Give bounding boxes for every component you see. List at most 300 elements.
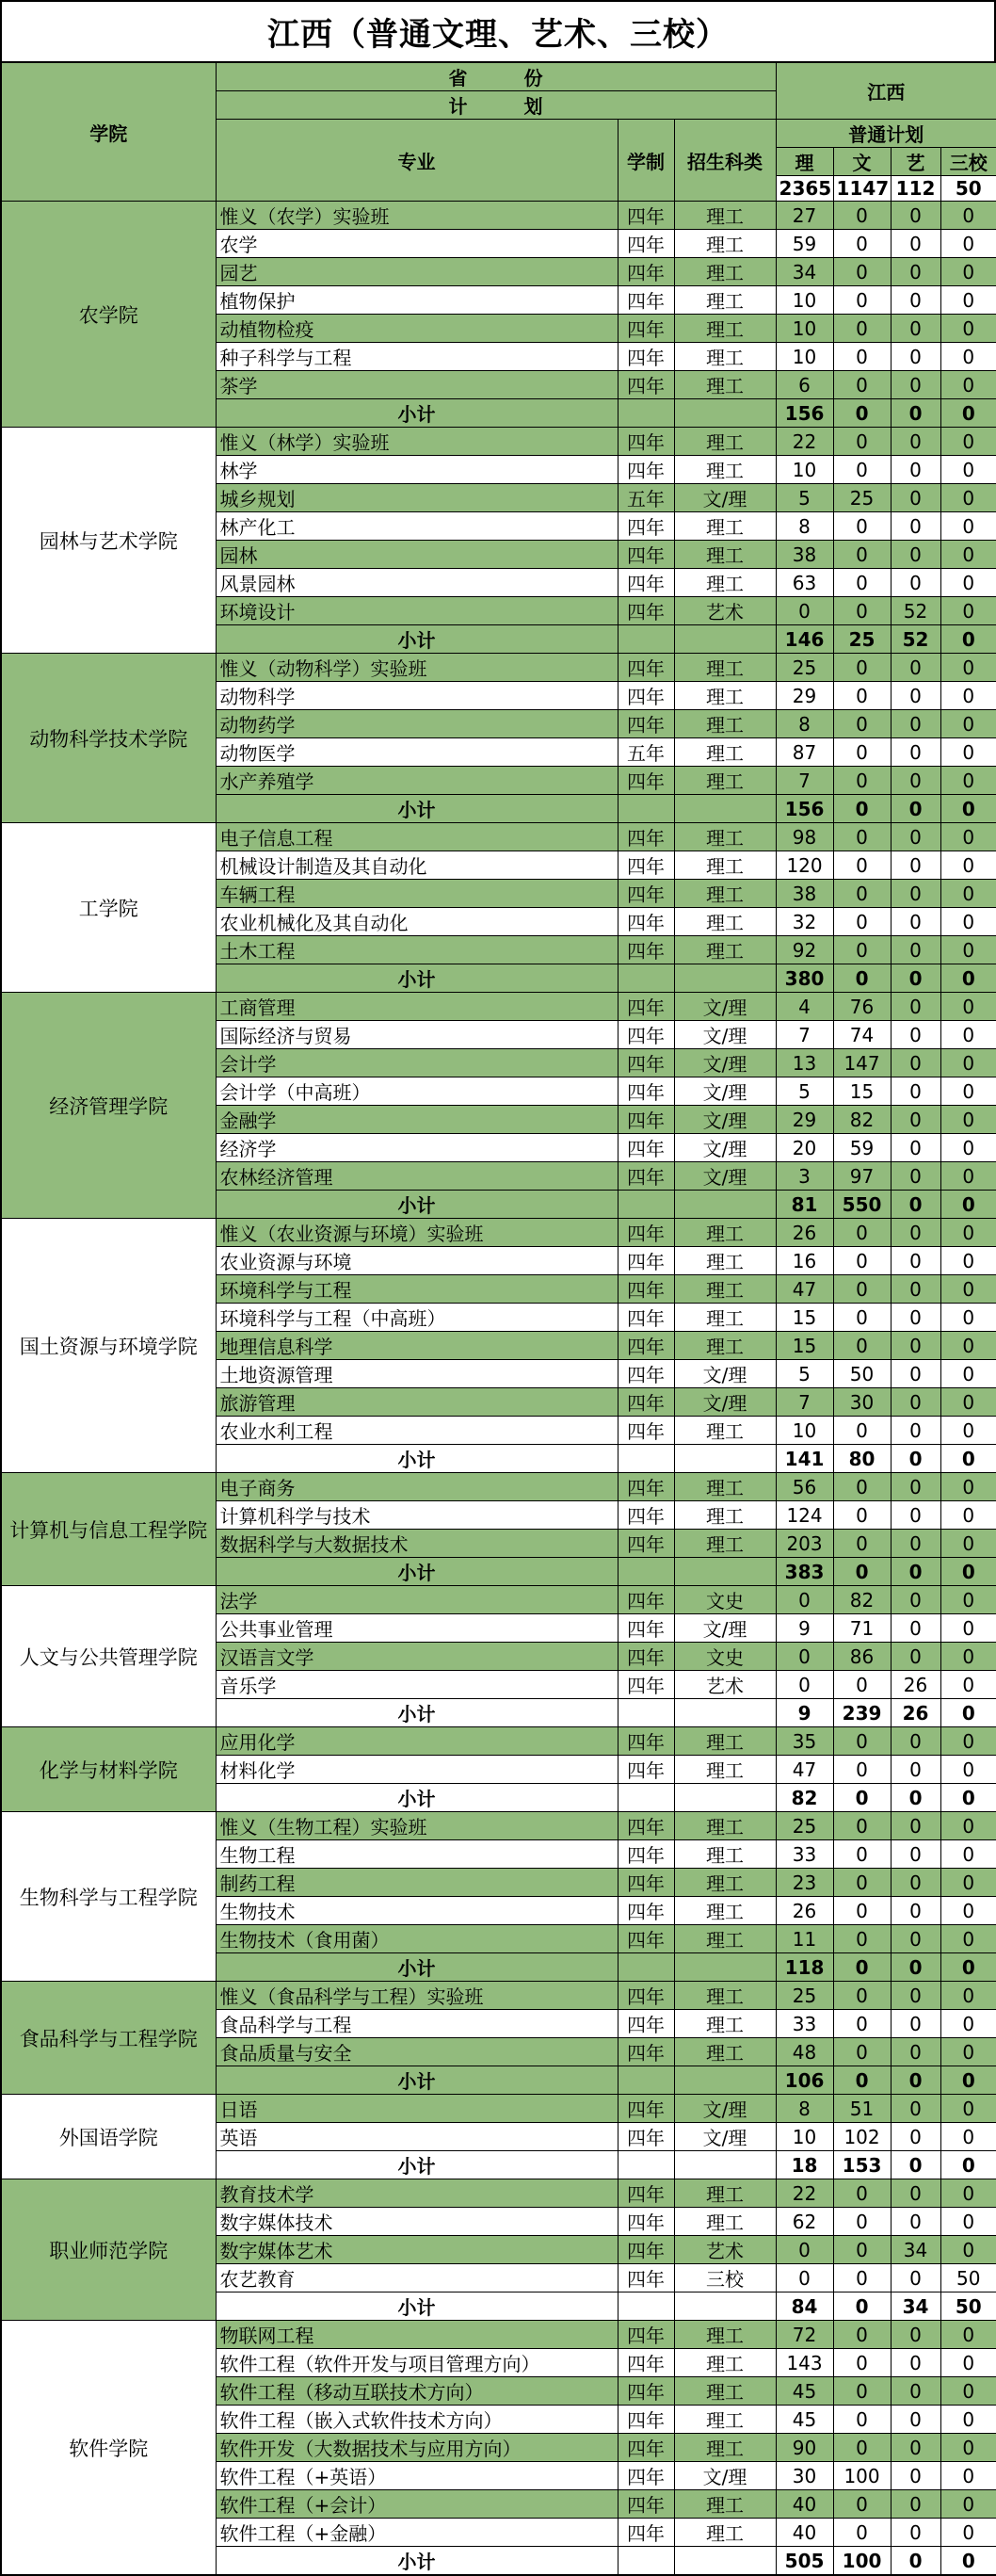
major-name: 会计学: [216, 1049, 618, 1077]
plan-value: 0: [833, 1304, 891, 1332]
sheet-title: 江西（普通文理、艺术、三校）: [0, 0, 996, 61]
subtotal-duration: [618, 2292, 674, 2321]
major-name: 食品质量与安全: [216, 2038, 618, 2066]
plan-value: 143: [776, 2349, 833, 2377]
duration: 四年: [618, 1247, 674, 1275]
plan-value: 0: [833, 1812, 891, 1840]
header-major: 专业: [216, 120, 618, 202]
plan-value: 0: [833, 2519, 891, 2547]
plan-value: 25: [776, 1812, 833, 1840]
plan-value: 40: [776, 2490, 833, 2519]
major-name: 工商管理: [216, 993, 618, 1021]
plan-value: 0: [940, 1360, 996, 1388]
subtotal-value: 0: [891, 2547, 940, 2576]
duration: 四年: [618, 1275, 674, 1304]
subtotal-value: 146: [776, 625, 833, 654]
category: 文/理: [674, 1614, 776, 1643]
table-row: [1, 654, 996, 682]
plan-value: 0: [833, 1897, 891, 1925]
duration: 四年: [618, 569, 674, 597]
plan-value: 0: [891, 1840, 940, 1869]
plan-value: 0: [940, 2434, 996, 2462]
plan-value: 86: [833, 1643, 891, 1671]
plan-value: 7: [776, 1388, 833, 1417]
subtotal-duration: [618, 795, 674, 823]
duration: 四年: [618, 512, 674, 541]
major-name: 公共事业管理: [216, 1614, 618, 1643]
subtotal-value: 239: [833, 1699, 891, 1727]
duration: 四年: [618, 1530, 674, 1558]
plan-value: 0: [833, 202, 891, 230]
plan-value: 5: [776, 1360, 833, 1388]
plan-value: 147: [833, 1049, 891, 1077]
table-row: [1, 2321, 996, 2349]
plan-value: 0: [940, 2208, 996, 2236]
category: 理工: [674, 315, 776, 343]
plan-value: 0: [833, 880, 891, 908]
subtotal-duration: [618, 1699, 674, 1727]
category: 理工: [674, 823, 776, 851]
header-plan-label: 计 划: [216, 91, 776, 120]
duration: 四年: [618, 343, 674, 371]
plan-value: 0: [891, 1388, 940, 1417]
header-total-wen: 1147: [833, 176, 891, 202]
duration: 四年: [618, 1897, 674, 1925]
plan-value: 0: [940, 936, 996, 964]
plan-value: 10: [776, 286, 833, 315]
subtotal-value: 0: [833, 1784, 891, 1812]
category: 理工: [674, 2179, 776, 2208]
plan-value: 0: [940, 2095, 996, 2123]
plan-value: 0: [940, 1812, 996, 1840]
plan-value: 82: [833, 1106, 891, 1134]
plan-value: 0: [891, 1925, 940, 1953]
subtotal-value: 34: [891, 2292, 940, 2321]
plan-value: 0: [940, 823, 996, 851]
plan-value: 0: [833, 738, 891, 767]
major-name: 水产养殖学: [216, 767, 618, 795]
plan-value: 0: [833, 258, 891, 286]
duration: 四年: [618, 2123, 674, 2151]
duration: 四年: [618, 1417, 674, 1445]
duration: 四年: [618, 2434, 674, 2462]
plan-value: 56: [776, 1473, 833, 1501]
plan-value: 0: [891, 2434, 940, 2462]
subtotal-value: 0: [833, 2066, 891, 2095]
plan-value: 47: [776, 1275, 833, 1304]
category: 理工: [674, 2038, 776, 2066]
plan-value: 0: [891, 936, 940, 964]
college-name: 软件学院: [1, 2321, 216, 2576]
category: 文/理: [674, 1021, 776, 1049]
duration: 四年: [618, 880, 674, 908]
plan-value: 0: [833, 2349, 891, 2377]
plan-value: 0: [940, 2123, 996, 2151]
plan-value: 0: [940, 1671, 996, 1699]
plan-value: 0: [833, 1925, 891, 1953]
plan-value: 0: [891, 1586, 940, 1614]
plan-value: 0: [891, 2519, 940, 2547]
duration: 四年: [618, 1840, 674, 1869]
plan-value: 0: [891, 2123, 940, 2151]
plan-value: 0: [833, 936, 891, 964]
plan-value: 22: [776, 428, 833, 456]
category: 理工: [674, 767, 776, 795]
plan-value: 0: [891, 767, 940, 795]
duration: 四年: [618, 1614, 674, 1643]
plan-value: 0: [891, 2179, 940, 2208]
major-name: 教育技术学: [216, 2179, 618, 2208]
header-total-sanxiao: 50: [940, 176, 996, 202]
plan-value: 0: [940, 1417, 996, 1445]
plan-value: 0: [940, 908, 996, 936]
category: 艺术: [674, 1671, 776, 1699]
plan-value: 87: [776, 738, 833, 767]
major-name: 软件开发（大数据技术与应用方向）: [216, 2434, 618, 2462]
duration: 四年: [618, 1388, 674, 1417]
subtotal-label: 小计: [216, 625, 618, 654]
subtotal-label: 小计: [216, 1699, 618, 1727]
plan-value: 0: [940, 682, 996, 710]
major-name: 农业资源与环境: [216, 1247, 618, 1275]
plan-value: 0: [940, 1869, 996, 1897]
plan-value: 0: [940, 2038, 996, 2066]
plan-value: 15: [833, 1077, 891, 1106]
plan-value: 26: [776, 1897, 833, 1925]
plan-value: 0: [833, 2038, 891, 2066]
plan-value: 40: [776, 2519, 833, 2547]
major-name: 数据科学与大数据技术: [216, 1530, 618, 1558]
subtotal-category: [674, 2292, 776, 2321]
plan-value: 10: [776, 343, 833, 371]
category: 文/理: [674, 1162, 776, 1191]
plan-value: 0: [833, 682, 891, 710]
plan-value: 0: [891, 2377, 940, 2406]
subtotal-duration: [618, 1191, 674, 1219]
college-name: 生物科学与工程学院: [1, 1812, 216, 1982]
subtotal-duration: [618, 964, 674, 993]
subtotal-duration: [618, 2066, 674, 2095]
plan-value: 0: [940, 1134, 996, 1162]
plan-value: 0: [833, 2321, 891, 2349]
duration: 四年: [618, 315, 674, 343]
category: 理工: [674, 738, 776, 767]
duration: 四年: [618, 1756, 674, 1784]
major-name: 材料化学: [216, 1756, 618, 1784]
category: 理工: [674, 654, 776, 682]
duration: 四年: [618, 1134, 674, 1162]
plan-value: 34: [891, 2236, 940, 2264]
major-name: 茶学: [216, 371, 618, 399]
plan-value: 0: [940, 2010, 996, 2038]
subtotal-value: 0: [891, 1445, 940, 1473]
duration: 四年: [618, 682, 674, 710]
subtotal-value: 0: [833, 1558, 891, 1586]
plan-value: 0: [891, 484, 940, 512]
duration: 四年: [618, 1049, 674, 1077]
plan-value: 0: [891, 2490, 940, 2519]
plan-value: 10: [776, 2123, 833, 2151]
duration: 四年: [618, 908, 674, 936]
plan-value: 0: [833, 2010, 891, 2038]
plan-value: 6: [776, 371, 833, 399]
plan-value: 0: [891, 1417, 940, 1445]
subtotal-category: [674, 1699, 776, 1727]
subtotal-value: 50: [940, 2292, 996, 2321]
duration: 四年: [618, 823, 674, 851]
table-row: [1, 1812, 996, 1840]
plan-value: 0: [940, 541, 996, 569]
subtotal-value: 0: [940, 2066, 996, 2095]
duration: 四年: [618, 230, 674, 258]
plan-value: 0: [940, 1586, 996, 1614]
college-name: 外国语学院: [1, 2095, 216, 2179]
category: 理工: [674, 456, 776, 484]
plan-value: 0: [891, 1021, 940, 1049]
plan-value: 0: [940, 1162, 996, 1191]
plan-value: 22: [776, 2179, 833, 2208]
table-row: [1, 1219, 996, 1247]
plan-value: 0: [891, 1049, 940, 1077]
plan-value: 0: [833, 2264, 891, 2292]
major-name: 软件工程（+英语）: [216, 2462, 618, 2490]
major-name: 食品科学与工程: [216, 2010, 618, 2038]
major-name: 惟义（农业资源与环境）实验班: [216, 1219, 618, 1247]
plan-value: 0: [891, 2208, 940, 2236]
plan-value: 102: [833, 2123, 891, 2151]
plan-value: 0: [833, 654, 891, 682]
plan-value: 45: [776, 2377, 833, 2406]
subtotal-value: 0: [833, 795, 891, 823]
category: 理工: [674, 710, 776, 738]
college-name: 食品科学与工程学院: [1, 1982, 216, 2095]
plan-value: 97: [833, 1162, 891, 1191]
duration: 四年: [618, 456, 674, 484]
subtotal-value: 0: [891, 1953, 940, 1982]
category: 理工: [674, 1982, 776, 2010]
plan-value: 26: [776, 1219, 833, 1247]
subtotal-duration: [618, 2151, 674, 2179]
plan-value: 0: [940, 1982, 996, 2010]
subtotal-value: 84: [776, 2292, 833, 2321]
major-name: 环境科学与工程: [216, 1275, 618, 1304]
subtotal-value: 0: [891, 2066, 940, 2095]
category: 文/理: [674, 1134, 776, 1162]
category: 文/理: [674, 1388, 776, 1417]
subtotal-value: 156: [776, 399, 833, 428]
plan-value: 0: [940, 767, 996, 795]
plan-value: 0: [940, 1219, 996, 1247]
plan-value: 10: [776, 1417, 833, 1445]
plan-value: 3: [776, 1162, 833, 1191]
plan-value: 0: [833, 1840, 891, 1869]
plan-value: 48: [776, 2038, 833, 2066]
enrollment-table: [0, 61, 996, 2576]
plan-value: 0: [833, 2490, 891, 2519]
major-name: 风景园林: [216, 569, 618, 597]
plan-value: 0: [891, 1162, 940, 1191]
category: 文/理: [674, 2123, 776, 2151]
subtotal-category: [674, 1558, 776, 1586]
duration: 四年: [618, 1077, 674, 1106]
category: 理工: [674, 1840, 776, 1869]
college-name: 计算机与信息工程学院: [1, 1473, 216, 1586]
plan-value: 74: [833, 1021, 891, 1049]
major-name: 惟义（食品科学与工程）实验班: [216, 1982, 618, 2010]
plan-value: 9: [776, 1614, 833, 1643]
table-body: [1, 202, 996, 2576]
subtotal-value: 0: [891, 2151, 940, 2179]
major-name: 农业机械化及其自动化: [216, 908, 618, 936]
plan-value: 0: [940, 1756, 996, 1784]
plan-value: 0: [940, 1021, 996, 1049]
table-row: [1, 993, 996, 1021]
plan-value: 0: [833, 343, 891, 371]
plan-value: 82: [833, 1586, 891, 1614]
plan-value: 0: [891, 1727, 940, 1756]
table-header: [1, 62, 996, 202]
plan-value: 0: [940, 1840, 996, 1869]
plan-value: 0: [891, 851, 940, 880]
category: 艺术: [674, 597, 776, 625]
major-name: 植物保护: [216, 286, 618, 315]
major-name: 电子信息工程: [216, 823, 618, 851]
plan-value: 0: [833, 2236, 891, 2264]
plan-value: 5: [776, 1077, 833, 1106]
college-name: 园林与艺术学院: [1, 428, 216, 654]
major-name: 动物药学: [216, 710, 618, 738]
major-name: 生物技术（食用菌）: [216, 1925, 618, 1953]
major-name: 动植物检疫: [216, 315, 618, 343]
plan-value: 8: [776, 512, 833, 541]
plan-value: 0: [940, 258, 996, 286]
table-row: [1, 823, 996, 851]
plan-value: 0: [940, 1530, 996, 1558]
plan-value: 0: [833, 1332, 891, 1360]
major-name: 数字媒体技术: [216, 2208, 618, 2236]
duration: 四年: [618, 2179, 674, 2208]
duration: 四年: [618, 428, 674, 456]
plan-value: 47: [776, 1756, 833, 1784]
plan-value: 0: [940, 1332, 996, 1360]
category: 理工: [674, 2208, 776, 2236]
header-col-li: 理: [776, 148, 833, 176]
duration: 四年: [618, 1869, 674, 1897]
header-category: 招生科类: [674, 120, 776, 202]
duration: 四年: [618, 2038, 674, 2066]
category: 理工: [674, 2406, 776, 2434]
subtotal-value: 0: [833, 2292, 891, 2321]
major-name: 应用化学: [216, 1727, 618, 1756]
plan-value: 0: [891, 1897, 940, 1925]
duration: 四年: [618, 1360, 674, 1388]
plan-value: 0: [833, 2208, 891, 2236]
major-name: 旅游管理: [216, 1388, 618, 1417]
plan-value: 0: [833, 1417, 891, 1445]
plan-value: 29: [776, 682, 833, 710]
plan-value: 0: [891, 569, 940, 597]
plan-value: 72: [776, 2321, 833, 2349]
category: 理工: [674, 1473, 776, 1501]
plan-value: 92: [776, 936, 833, 964]
subtotal-value: 0: [940, 625, 996, 654]
plan-value: 0: [940, 2321, 996, 2349]
subtotal-value: 0: [833, 399, 891, 428]
subtotal-label: 小计: [216, 2292, 618, 2321]
plan-value: 0: [891, 541, 940, 569]
plan-value: 0: [891, 1812, 940, 1840]
category: 理工: [674, 1756, 776, 1784]
duration: 四年: [618, 2406, 674, 2434]
plan-value: 33: [776, 1840, 833, 1869]
table-row: [1, 428, 996, 456]
subtotal-value: 26: [891, 1699, 940, 1727]
plan-value: 0: [940, 1473, 996, 1501]
major-name: 惟义（农学）实验班: [216, 202, 618, 230]
duration: 四年: [618, 1162, 674, 1191]
major-name: 生物工程: [216, 1840, 618, 1869]
plan-value: 35: [776, 1727, 833, 1756]
plan-value: 0: [940, 512, 996, 541]
plan-value: 0: [891, 2038, 940, 2066]
table-row: [1, 1586, 996, 1614]
plan-value: 0: [891, 371, 940, 399]
subtotal-duration: [618, 1558, 674, 1586]
subtotal-category: [674, 964, 776, 993]
plan-value: 7: [776, 1021, 833, 1049]
subtotal-value: 0: [940, 1699, 996, 1727]
subtotal-label: 小计: [216, 1953, 618, 1982]
plan-value: 0: [891, 2349, 940, 2377]
plan-value: 0: [891, 2321, 940, 2349]
plan-value: 0: [891, 2264, 940, 2292]
category: 文/理: [674, 993, 776, 1021]
category: 理工: [674, 2321, 776, 2349]
major-name: 国际经济与贸易: [216, 1021, 618, 1049]
plan-value: 0: [833, 2377, 891, 2406]
duration: 四年: [618, 1473, 674, 1501]
subtotal-duration: [618, 399, 674, 428]
plan-value: 0: [891, 1473, 940, 1501]
subtotal-label: 小计: [216, 964, 618, 993]
plan-value: 8: [776, 710, 833, 738]
plan-value: 0: [891, 230, 940, 258]
major-name: 农学: [216, 230, 618, 258]
table-row: [1, 1982, 996, 2010]
plan-value: 0: [891, 2406, 940, 2434]
plan-value: 0: [891, 710, 940, 738]
plan-value: 33: [776, 2010, 833, 2038]
duration: 四年: [618, 2462, 674, 2490]
subtotal-label: 小计: [216, 2151, 618, 2179]
category: 艺术: [674, 2236, 776, 2264]
plan-value: 0: [940, 1925, 996, 1953]
plan-value: 0: [833, 1219, 891, 1247]
header-total-li: 2365: [776, 176, 833, 202]
category: 理工: [674, 1501, 776, 1530]
category: 理工: [674, 682, 776, 710]
plan-value: 0: [940, 1049, 996, 1077]
duration: 四年: [618, 1304, 674, 1332]
plan-value: 62: [776, 2208, 833, 2236]
duration: 四年: [618, 2236, 674, 2264]
plan-value: 0: [940, 2179, 996, 2208]
plan-value: 0: [833, 2434, 891, 2462]
subtotal-label: 小计: [216, 2066, 618, 2095]
plan-value: 16: [776, 1247, 833, 1275]
plan-value: 120: [776, 851, 833, 880]
plan-value: 0: [891, 2462, 940, 2490]
